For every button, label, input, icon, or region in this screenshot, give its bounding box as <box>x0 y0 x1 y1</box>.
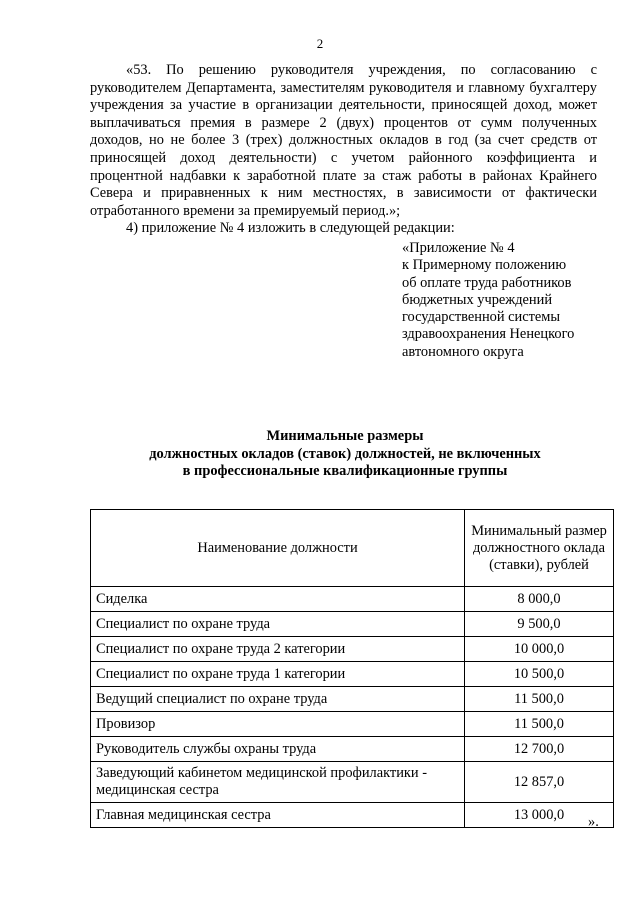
salary-value: 10 000,0 <box>465 637 614 662</box>
salary-value: 11 500,0 <box>465 712 614 737</box>
table-row <box>91 803 614 828</box>
position-name: Сиделка <box>91 587 465 612</box>
salary-value: 10 500,0 <box>465 662 614 687</box>
salary-value: 9 500,0 <box>465 612 614 637</box>
table-row <box>91 612 614 637</box>
title-line: должностных окладов (ставок) должностей, не включенных <box>149 445 541 462</box>
body-text <box>90 62 597 238</box>
closing-quote: ». <box>588 814 599 830</box>
title-line: в профессиональные квалификационные группы <box>182 463 508 479</box>
header-value-cell: Минимальный размер должностного оклада (ставки), рублей <box>465 510 614 587</box>
appendix-line: об оплате труда работников <box>402 274 572 291</box>
position-name: Ведущий специалист по охране труда <box>91 687 465 712</box>
position-name: Заведующий кабинетом медицинской профилактики - медицинская сестра <box>91 762 465 803</box>
paragraph-4: 4) приложение № 4 изложить в следующей редакции: <box>126 220 455 237</box>
salary-value: 11 500,0 <box>465 687 614 712</box>
salary-value: 8 000,0 <box>465 587 614 612</box>
position-name: Главная медицинская сестра <box>91 803 465 828</box>
position-name: Специалист по охране труда 2 категории <box>91 637 465 662</box>
appendix-line: «Приложение № 4 <box>402 240 515 256</box>
table-row <box>91 712 614 737</box>
paragraph-53: «53. По решению руководителя учреждения, по согласованию с руководителем Департамента, заместителям руководителя и главному бухгалтеру учреждения за участие в организации деятельности, приносящей доход, может выплачиваться премия в размере 2 (двух) процентов от сумм полученных доходов, но не более 3 (трех) должностных окладов в год (за счет средств от приносящей доход деятельности) с учетом районного коэффициента и процентной надбавки к заработной плате за стаж работы в районах Крайнего Севера и приравненных к ним местностях, в зависимости от фактически отработанного времени за премируемый период.»; <box>90 62 597 219</box>
table-row <box>91 737 614 762</box>
salary-table <box>90 509 614 828</box>
table-title <box>90 428 600 481</box>
header-name-cell: Наименование должности <box>91 510 465 587</box>
table-row <box>91 637 614 662</box>
page-number: 2 <box>316 36 324 51</box>
table-row <box>91 662 614 687</box>
salary-value: 12 700,0 <box>465 737 614 762</box>
position-name: Провизор <box>91 712 465 737</box>
position-name: Специалист по охране труда 1 категории <box>91 662 465 687</box>
appendix-line: здравоохранения Ненецкого <box>402 326 575 343</box>
salary-value: 13 000,0 <box>465 803 614 828</box>
table-header-row <box>91 510 614 587</box>
appendix-line: к Примерному положению <box>402 257 567 274</box>
appendix-line: автономного округа <box>402 343 524 360</box>
position-name: Руководитель службы охраны труда <box>91 737 465 762</box>
table-row <box>91 687 614 712</box>
salary-value: 12 857,0 <box>465 762 614 803</box>
appendix-header <box>402 240 574 361</box>
position-name: Специалист по охране труда <box>91 612 465 637</box>
table-row <box>91 762 614 803</box>
appendix-line: бюджетных учреждений <box>402 291 553 308</box>
title-line: Минимальные размеры <box>266 428 424 444</box>
appendix-line: государственной системы <box>402 309 561 326</box>
table-row <box>91 587 614 612</box>
